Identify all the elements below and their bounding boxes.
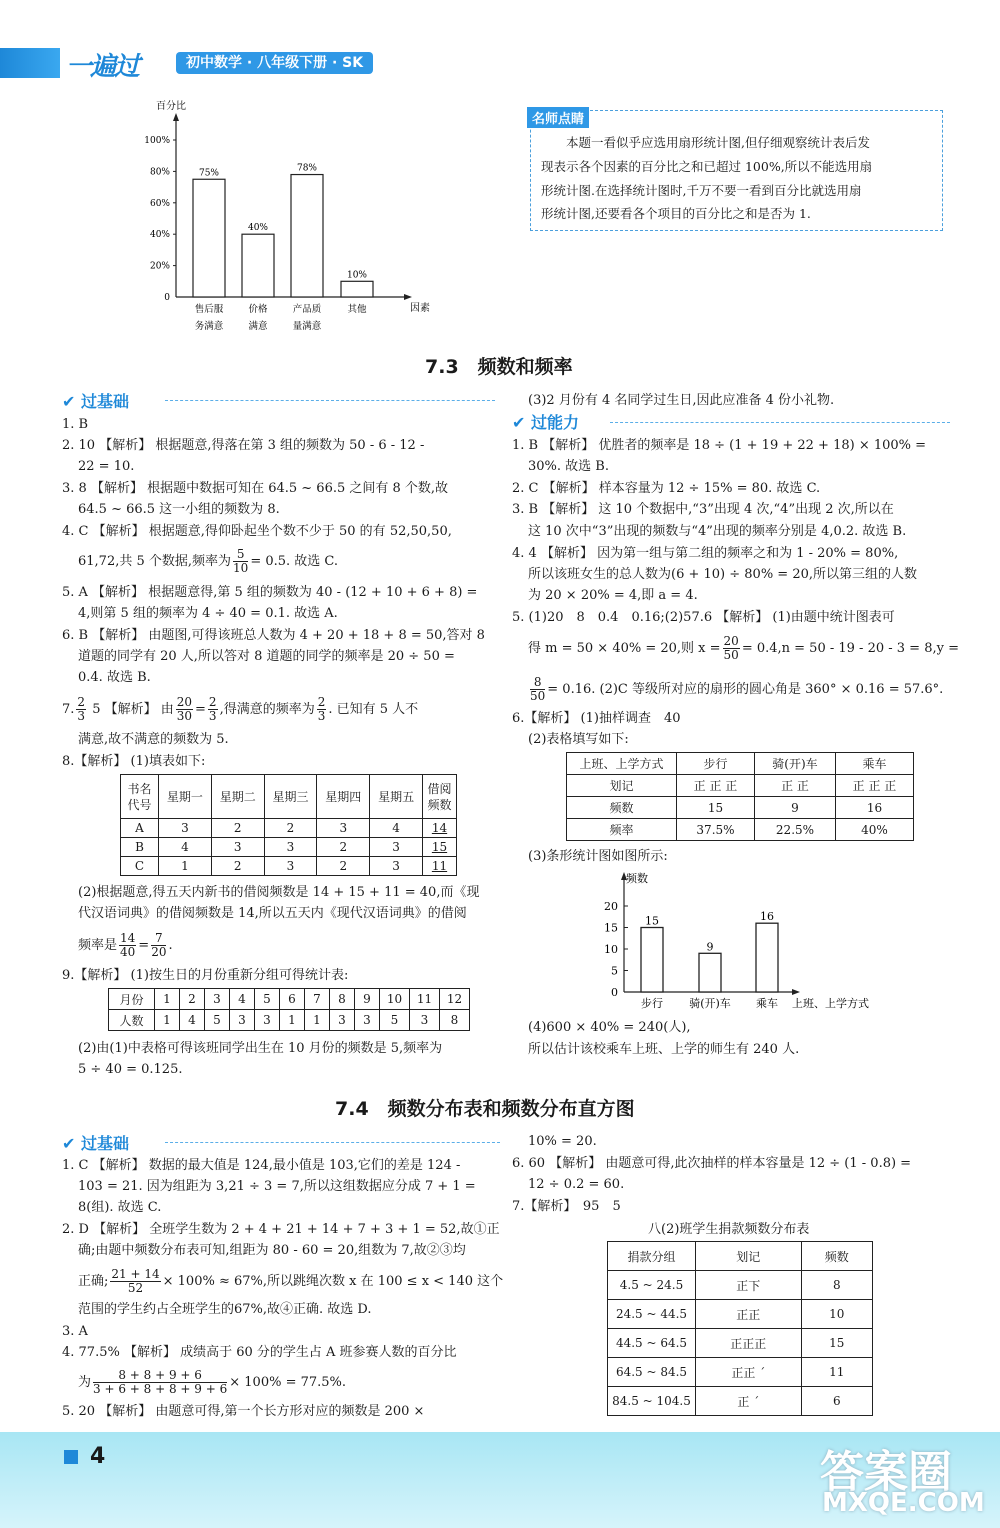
page-header (0, 48, 400, 82)
tag-ability: ✔ 过能力 (512, 413, 579, 432)
table-cell: 40% (836, 819, 914, 841)
table-cell: C (121, 857, 159, 876)
table-cell: 2 (211, 857, 264, 876)
frequency-bar-chart (590, 866, 910, 1016)
tag-ability-label: 过能力 (530, 413, 579, 432)
ans-7-3-9a: 9.【解析】 (1)按生日的月份重新分组可得统计表: (62, 968, 349, 983)
table-cell: 1 (155, 989, 180, 1010)
table-cell: 3 (264, 838, 317, 857)
table-cell: 8 (330, 989, 355, 1010)
table-row (109, 1010, 470, 1031)
table-cell: 2 (317, 857, 370, 876)
y-tick-label: 60% (149, 198, 170, 209)
table-cell: 人数 (109, 1010, 155, 1031)
table-row (121, 819, 457, 838)
bar (699, 953, 721, 992)
ans-7-3-4a: 4. C 【解析】 根据题意,得仰卧起坐个数不少于 50 的有 52,50,50, (62, 524, 452, 539)
y-tick-label: 20% (149, 261, 170, 272)
table-row (121, 857, 457, 876)
x-tick-label: 满意 (248, 321, 268, 332)
table-cell: 10 (380, 989, 410, 1010)
table-row (567, 819, 914, 841)
ans-7-4-r6b: 12 ÷ 0.2 = 60. (528, 1177, 625, 1192)
table-cell: 正正 ˊ (696, 1358, 802, 1387)
y-tick-label: 40% (149, 230, 170, 241)
table-cell: 3 (205, 989, 230, 1010)
y-axis-label: 百分比 (156, 101, 186, 112)
fraction-denominator: 50 (723, 648, 739, 662)
ans-7-3-r6a: 6.【解析】 (1)抽样调查 40 (512, 711, 681, 726)
table-row (109, 989, 470, 1010)
table-cell: 3 (255, 1010, 280, 1031)
table-head-cell: 上班、上学方式 (567, 753, 677, 775)
ans-7-4-r7: 7.【解析】 95 5 (512, 1199, 621, 1214)
table-header-row (608, 1242, 873, 1271)
table-head-cell: 步行 (677, 753, 755, 775)
table-cell: 1 (159, 857, 212, 876)
table-row (567, 775, 914, 797)
subject-label: 初中数学 · 八年级下册 · SK (176, 52, 373, 74)
ans-7-3-r1a: 1. B 【解析】 优胜者的频率是 18 ÷ (1 + 19 + 22 + 18) × 100% = (512, 438, 927, 453)
q7-eq: = (195, 702, 206, 717)
ans-7-3-4b (78, 548, 338, 575)
ans-7-3-7b: 满意,故不满意的频数为 5. (78, 732, 229, 747)
table-head-text: 借阅 (427, 781, 452, 796)
table-row (567, 797, 914, 819)
x-tick-label: 骑(开)车 (689, 997, 731, 1010)
x-tick-label: 价格 (248, 304, 268, 315)
table-cell: 正 正 正 (836, 775, 914, 797)
y-tick-label: 5 (611, 964, 618, 978)
tag-base-7-4-label: 过基础 (80, 1134, 129, 1153)
tip-line-1: 本题一看似乎应选用扇形统计图,但仔细观察统计表后发 (566, 135, 870, 150)
fraction (176, 696, 193, 723)
table-cell: 4.5 ~ 24.5 (608, 1271, 696, 1300)
bar (193, 179, 225, 297)
table-cell: 1 (155, 1010, 180, 1031)
fraction-denominator: 20 (151, 945, 167, 959)
fraction (76, 696, 86, 723)
tag-line (165, 1142, 500, 1143)
table-cell: 64.5 ~ 84.5 (608, 1358, 696, 1387)
table-cell: 11 (801, 1358, 872, 1387)
table-cell: 1 (305, 1010, 330, 1031)
bar (291, 175, 323, 297)
table-cell: 37.5% (677, 819, 755, 841)
fraction-numerator: 14 (120, 931, 136, 945)
ans-7-3-8d (78, 932, 173, 959)
ans-7-3-r4c: 为 20 × 20% = 4,即 a = 4. (528, 588, 698, 603)
ans-7-3-2b: 22 = 10. (78, 459, 135, 474)
table-cell: 3 (330, 1010, 355, 1031)
fraction (119, 932, 136, 959)
table-row (121, 838, 457, 857)
table-head-cell: 捐款分组 (608, 1242, 696, 1271)
bar (341, 281, 373, 297)
ans-7-4-4a: 4. 77.5% 【解析】 成绩高于 60 分的学生占 A 班参赛人数的百分比 (62, 1345, 457, 1360)
table-cell: 3 (317, 819, 370, 838)
tag-base-7-4: ✔ 过基础 (62, 1134, 129, 1153)
fraction (530, 676, 545, 703)
ans-7-4-5: 5. 20 【解析】 由题意可得,第一个长方形对应的频数是 200 × (62, 1404, 425, 1419)
watermark-logo: 答案圈 (820, 1447, 952, 1498)
table-head-cell: 星期三 (264, 775, 317, 819)
ans-7-3-r5a: 5. (1)20 8 0.4 0.16;(2)57.6 【解析】 (1)由题中统计图表可 (512, 610, 895, 625)
q8d-end: . (168, 938, 173, 953)
table-cell: 正下 (696, 1271, 802, 1300)
fraction (208, 696, 218, 723)
q4b-end: × 100% = 77.5%. (229, 1375, 347, 1390)
table-cell: 正正正 (696, 1329, 802, 1358)
r5b-end: = 0.4,n = 50 - 19 - 20 - 3 = 8,y = (741, 641, 959, 656)
x-tick-label: 乘车 (756, 997, 778, 1010)
table-cell: 11 (410, 989, 440, 1010)
bar-value-label: 75% (198, 168, 220, 179)
table-cell: 4 (159, 838, 212, 857)
table-head-cell: 划记 (696, 1242, 802, 1271)
table-cell: 9 (355, 989, 380, 1010)
bar-value-label: 16 (760, 910, 774, 924)
table-cell: 2 (264, 819, 317, 838)
fraction-denominator: 30 (176, 709, 193, 723)
y-tick-label: 0 (164, 293, 170, 303)
ans-7-3-4b-text2: = 0.5. 故选 C. (250, 554, 339, 569)
ans-7-3-4b-text1: 61,72,共 5 个数据,频率为 (78, 554, 232, 569)
fraction-denominator: 3 (77, 709, 86, 723)
q4b-text: 为 (78, 1375, 92, 1390)
bar-value-label: 15 (645, 914, 659, 928)
y-tick-label: 0 (611, 986, 618, 999)
tip-tag: 名师点睛 (527, 107, 589, 128)
fraction-denominator: 3 + 6 + 8 + 8 + 9 + 6 (93, 1382, 228, 1396)
fraction-numerator: 7 (151, 932, 166, 946)
table-row (608, 1271, 873, 1300)
ans-7-4-1b: 103 = 21. 因为组距为 3,21 ÷ 3 = 7,所以这组数据应分成 7 + 1 = (78, 1179, 476, 1194)
table-cell: B (121, 838, 159, 857)
table-cell: 2 (211, 819, 264, 838)
fraction-numerator: 2 (208, 695, 217, 709)
table-cell: 4 (370, 819, 423, 838)
table-cell: 1 (280, 1010, 305, 1031)
ans-7-3-1: 1. B (62, 417, 89, 432)
ans-7-3-3b: 64.5 ~ 66.5 这一小组的频数为 8. (78, 502, 280, 517)
table-cell: 6 (280, 989, 305, 1010)
table-cell: 5 (380, 1010, 410, 1031)
ans-7-3-r6b: (2)表格填写如下: (528, 732, 629, 747)
fraction-numerator: 5 (233, 548, 248, 562)
section-title-7-3: 7.3 频数和频率 (425, 356, 573, 378)
fraction (93, 1369, 227, 1396)
table-cell: 3 (230, 1010, 255, 1031)
ans-7-3-r4a: 4. 4 【解析】 因为第一组与第二组的频率之和为 1 - 20% = 80%, (512, 546, 899, 561)
table-cell: 划记 (567, 775, 677, 797)
fraction (151, 932, 166, 959)
table-cell: 14 (423, 819, 457, 838)
ans-7-4-3: 3. A (62, 1324, 88, 1339)
ans-7-3-r6c: (3)条形统计图如图所示: (528, 849, 668, 864)
birth-month-table (108, 988, 470, 1031)
ans-7-3-8c: 代汉语词典》的借阅频数是 14,所以五天内《现代汉语词典》的借阅 (78, 906, 467, 921)
q2c-text: 正确; (78, 1274, 109, 1289)
table-cell: 44.5 ~ 64.5 (608, 1329, 696, 1358)
x-axis-arrow (404, 294, 412, 300)
table-cell: 3 (370, 838, 423, 857)
fraction-numerator: 8 (530, 676, 545, 690)
table-head-text: 书名 (127, 781, 152, 796)
tip-line-3: 形统计图.在选择统计图时,千万不要一看到百分比就选用扇 (541, 183, 862, 198)
x-tick-label: 步行 (641, 997, 663, 1010)
ans-7-3-5a: 5. A 【解析】 根据题意得,第 5 组的频数为 40 - (12 + 10 + 6 + 8) = (62, 585, 478, 600)
table-cell: 频数 (567, 797, 677, 819)
table-cell: 16 (836, 797, 914, 819)
fraction-denominator: 40 (120, 945, 136, 959)
table-cell: 8 (801, 1271, 872, 1300)
x-tick-label: 产品质 (292, 304, 322, 315)
page-number-marker (64, 1450, 78, 1464)
table-cell: 正 正 (754, 775, 835, 797)
y-axis-arrow (173, 113, 179, 121)
ans-7-3-r6e: 所以估计该校乘车上班、上学的师生有 240 人. (528, 1042, 800, 1057)
table-cell: 15 (801, 1329, 872, 1358)
q7-text1: 5 【解析】 由 (92, 702, 174, 717)
bar-value-label: 78% (296, 163, 318, 174)
ans-7-3-5b: 4,则第 5 组的频率为 4 ÷ 40 = 0.1. 故选 A. (78, 606, 338, 621)
q7-text2: ,得满意的频率为 (219, 702, 315, 717)
table-cell: 月份 (109, 989, 155, 1010)
ans-7-3-r3a: 3. B 【解析】 这 10 个数据中,“3”出现 4 次,“4”出现 2 次,所以在 (512, 502, 894, 517)
y-tick-label: 15 (604, 921, 618, 935)
table-cell: 2 (180, 989, 205, 1010)
fraction-numerator: 20 (176, 695, 193, 709)
ans-7-3-8a: 8.【解析】 (1)填表如下: (62, 754, 206, 769)
table-cell: 22.5% (754, 819, 835, 841)
q7-label: 7. (62, 702, 75, 717)
tip-line-2: 现表示各个因素的百分比之和已超过 100%,所以不能选用扇 (541, 159, 873, 174)
table-cell: 15 (677, 797, 755, 819)
ans-7-3-r6d: (4)600 × 40% = 240(人), (528, 1020, 691, 1035)
ans-7-3-r2: 2. C 【解析】 样本容量为 12 ÷ 15% = 80. 故选 C. (512, 481, 821, 496)
table-cell: 正 ˊ (696, 1387, 802, 1416)
table-head-text: 代号 (127, 797, 152, 812)
ans-7-3-6c: 0.4. 故选 B. (78, 670, 151, 685)
table-cell: 正 正 正 (677, 775, 755, 797)
tag-base-7-3-label: 过基础 (80, 392, 129, 411)
ans-7-3-3a: 3. 8 【解析】 根据题中数据可知在 64.5 ~ 66.5 之间有 8 个数,故 (62, 481, 449, 496)
table-cell: 12 (440, 989, 470, 1010)
fraction (317, 696, 327, 723)
fraction-numerator: 20 (723, 634, 739, 648)
ans-7-4-1c: 8(组). 故选 C. (78, 1200, 162, 1215)
y-tick-label: 10 (604, 943, 618, 956)
fraction-denominator: 50 (530, 689, 546, 703)
table-row (608, 1358, 873, 1387)
q7-text3: . 已知有 5 人不 (328, 702, 419, 717)
tip-line-4: 形统计图,还要看各个项目的百分比之和是否为 1. (541, 206, 811, 221)
table-cell: 4 (180, 1010, 205, 1031)
x-axis-label: 上班、上学方式 (792, 997, 869, 1010)
x-tick-label: 其他 (347, 304, 367, 315)
ans-7-3-r5c (528, 676, 943, 703)
ans-7-4-r6a: 6. 60 【解析】 由题意可得,此次抽样的样本容量是 12 ÷ (1 - 0.8) = (512, 1156, 912, 1171)
table-cell: 正正 (696, 1300, 802, 1329)
x-tick-label: 务满意 (194, 321, 224, 332)
q2c-end: × 100% ≈ 67%,所以跳绳次数 x 在 100 ≤ x < 140 这个 (162, 1274, 504, 1289)
table-head-cell: 星期五 (370, 775, 423, 819)
table-cell: 7 (305, 989, 330, 1010)
table-header-row (567, 753, 914, 775)
r5c-end: = 0.16. (2)C 等级所对应的扇形的圆心角是 360° × 0.16 = 57.6°. (547, 682, 944, 697)
table-cell: 9 (754, 797, 835, 819)
ans-7-3-6a: 6. B 【解析】 由题图,可得该班总人数为 4 + 20 + 18 + 8 = 50,答对 8 (62, 628, 485, 643)
y-tick-label: 80% (149, 167, 170, 178)
borrow-table (120, 774, 457, 876)
ans-7-4-r0: 10% = 20. (528, 1134, 597, 1149)
bar (641, 928, 663, 993)
fraction-numerator: 2 (77, 695, 86, 709)
y-tick-label: 20 (604, 900, 618, 913)
table-cell: 3 (410, 1010, 440, 1031)
table-row (608, 1329, 873, 1358)
table-head-cell: 星期四 (317, 775, 370, 819)
table-cell: 5 (205, 1010, 230, 1031)
ans-7-3-6b: 道题的同学有 20 人,所以答对 8 道题的同学的频率是 20 ÷ 50 = (78, 649, 455, 664)
y-axis-label: 频数 (626, 872, 648, 885)
tag-line (610, 422, 950, 423)
ans-7-3-9c: 5 ÷ 40 = 0.125. (78, 1062, 183, 1077)
table-cell: 频率 (567, 819, 677, 841)
tag-base-7-3: ✔ 过基础 (62, 392, 129, 411)
bar-value-label: 10% (346, 270, 368, 281)
table-cell: 4 (230, 989, 255, 1010)
fraction-numerator: 8 + 8 + 9 + 6 (93, 1369, 227, 1383)
brand-logo: 一遍过 (66, 52, 139, 82)
bar (756, 923, 778, 992)
x-axis-label: 因素 (410, 303, 430, 314)
watermark-url: MXQE.COM (822, 1488, 985, 1518)
ans-7-3-9b: (2)由(1)中表格可得该班同学出生在 10 月份的频数是 5,频率为 (78, 1041, 443, 1056)
ans-7-4-1a: 1. C 【解析】 数据的最大值是 124,最小值是 103,它们的差是 124 - (62, 1158, 461, 1173)
x-tick-label: 售后服 (194, 304, 224, 315)
table-head-cell (423, 775, 457, 819)
section-title-7-4: 7.4 频数分布表和频数分布直方图 (335, 1098, 635, 1120)
table-cell: 84.5 ~ 104.5 (608, 1387, 696, 1416)
table-cell: A (121, 819, 159, 838)
table-head-cell: 星期二 (211, 775, 264, 819)
ans-7-3-7 (62, 696, 418, 723)
table-cell: 3 (159, 819, 212, 838)
table-head-cell: 骑(开)车 (754, 753, 835, 775)
y-tick-label: 100% (144, 136, 170, 146)
bar-value-label: 40% (247, 223, 269, 234)
bar (242, 234, 274, 297)
ans-7-4-2d: 范围的学生约占全班学生的67%,故④正确. 故选 D. (78, 1302, 372, 1317)
fraction-denominator: 52 (127, 1281, 144, 1295)
table-cell: 3 (211, 838, 264, 857)
x-axis-arrow (792, 989, 800, 995)
table-cell: 5 (255, 989, 280, 1010)
page-number: 4 (90, 1444, 106, 1469)
fraction-denominator: 10 (233, 561, 249, 575)
table-head-cell: 星期一 (159, 775, 212, 819)
donation-table-caption: 八(2)班学生捐款频数分布表 (648, 1222, 810, 1237)
x-tick-label: 量满意 (292, 321, 322, 332)
table-head-text: 频数 (427, 797, 452, 812)
table-row (608, 1387, 873, 1416)
percentage-bar-chart (140, 95, 440, 340)
table-cell: 2 (317, 838, 370, 857)
table-cell: 11 (423, 857, 457, 876)
tag-line (165, 400, 495, 401)
commute-table (566, 752, 914, 841)
ans-7-3-r5b (528, 635, 959, 662)
q8d-eq: = (138, 938, 150, 953)
table-cell: 3 (264, 857, 317, 876)
fraction-numerator: 21 + 14 (111, 1267, 160, 1281)
ans-7-3-8b: (2)根据题意,得五天内新书的借阅频数是 14 + 15 + 11 = 40,而《现 (78, 885, 480, 900)
fraction (233, 548, 248, 575)
ans-7-3-2a: 2. 10 【解析】 根据题意,得落在第 3 组的频数为 50 - 6 - 12 - (62, 438, 425, 453)
r5b-text: 得 m = 50 × 40% = 20,则 x = (528, 641, 721, 656)
ans-7-4-2c (78, 1268, 503, 1295)
ans-7-4-4b (78, 1369, 346, 1396)
table-cell: 3 (370, 857, 423, 876)
table-header-row (121, 775, 457, 819)
fraction-denominator: 3 (317, 709, 326, 723)
table-cell: 6 (801, 1387, 872, 1416)
fraction (110, 1268, 160, 1295)
header-bar (0, 48, 60, 78)
ans-7-3-r3b: 这 10 次中“3”出现的频数与“4”出现的频率分别是 4,0.2. 故选 B. (528, 524, 907, 539)
donation-table (607, 1241, 873, 1416)
ans-7-3-r4b: 所以该班女生的总人数为(6 + 10) ÷ 80% = 20,所以第三组的人数 (528, 567, 917, 582)
table-cell: 15 (423, 838, 457, 857)
table-cell: 8 (440, 1010, 470, 1031)
table-cell: 10 (801, 1300, 872, 1329)
table-head-cell: 频数 (801, 1242, 872, 1271)
ans-7-3-r1b: 30%. 故选 B. (528, 459, 609, 474)
ans-7-3-r0: (3)2 月份有 4 名同学过生日,因此应准备 4 份小礼物. (528, 393, 835, 408)
fraction-denominator: 3 (208, 709, 217, 723)
table-cell: 24.5 ~ 44.5 (608, 1300, 696, 1329)
bar-value-label: 9 (706, 940, 714, 954)
ans-7-4-2b: 确;由题中频数分布表可知,组距为 80 - 60 = 20,组数为 7,故②③均 (78, 1243, 466, 1258)
table-head-cell: 乘车 (836, 753, 914, 775)
table-cell: 3 (355, 1010, 380, 1031)
ans-7-4-2a: 2. D 【解析】 全班学生数为 2 + 4 + 21 + 14 + 7 + 3 + 1 = 52,故①正 (62, 1222, 500, 1237)
q8d-text: 频率是 (78, 938, 118, 953)
table-head-cell (121, 775, 159, 819)
table-row (608, 1300, 873, 1329)
fraction-numerator: 2 (317, 695, 326, 709)
fraction (723, 635, 740, 662)
